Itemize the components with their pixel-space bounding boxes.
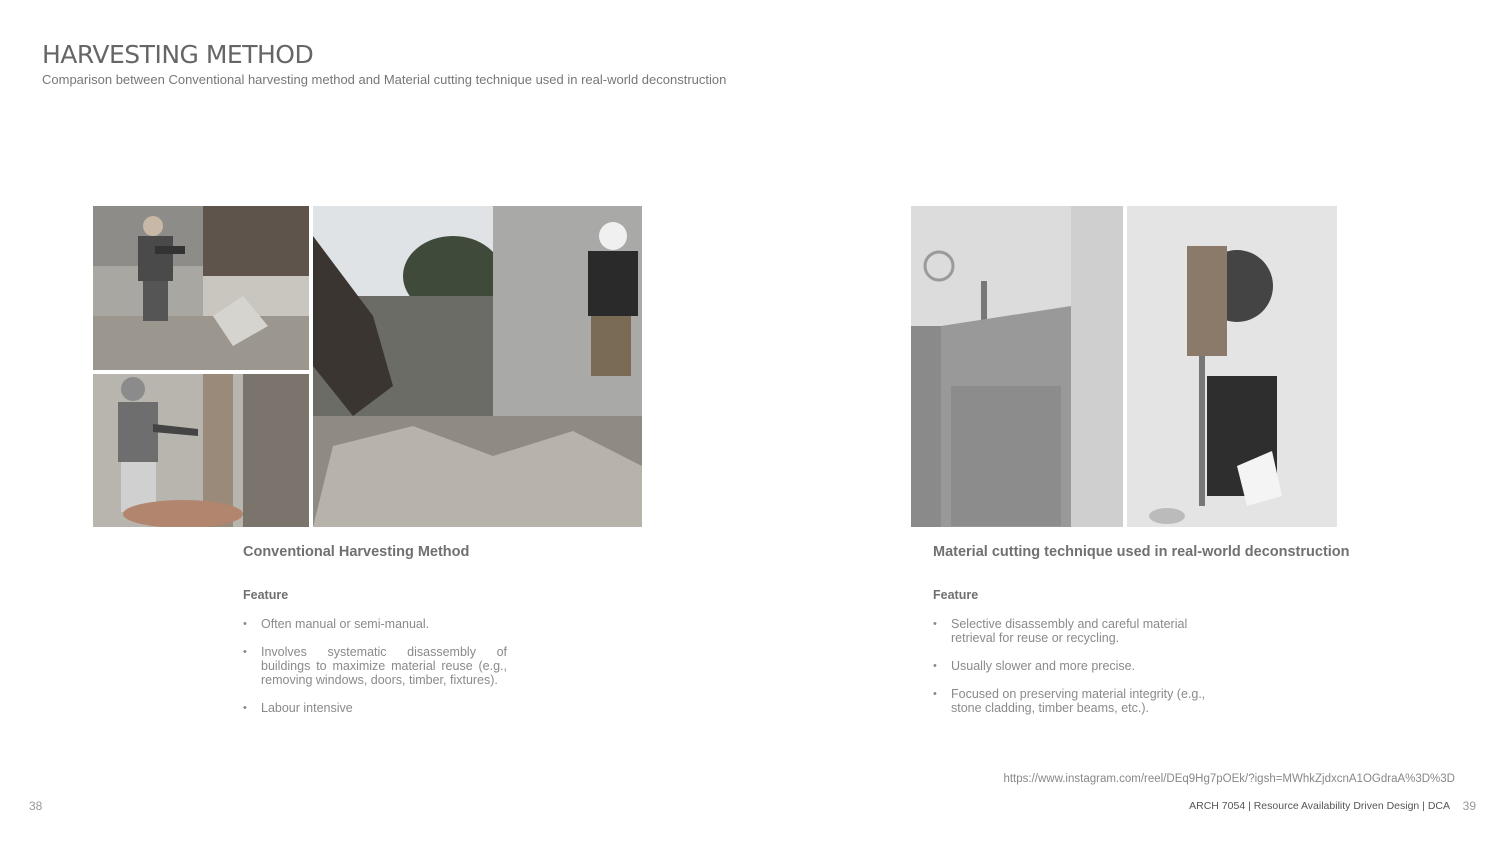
list-item: • Focused on preserving material integrity (e.g., stone cladding, timber beams, etc.). [933,687,1233,715]
left-heading: Conventional Harvesting Method [243,544,470,560]
list-item: • Often manual or semi-manual. [243,617,507,631]
page-number-right: 39 [1462,799,1476,813]
photo-wall-saw-machine [1127,206,1337,527]
source-link[interactable]: https://www.instagram.com/reel/DEq9Hg7pOEk/?igsh=MWhkZjdxcnA1OGdraA%3D%3D [1003,773,1455,785]
right-heading: Material cutting technique used in real-world deconstruction [933,544,1350,560]
photo-jackhammer-worker [93,206,309,370]
list-item: • Labour intensive [243,701,507,715]
right-feature-label: Feature [933,588,979,602]
page-subtitle: Comparison between Conventional harvesting method and Material cutting technique used in real-world deconstruction [42,72,727,87]
photo-excavator-demolition [313,206,642,527]
photo-sledgehammer-worker [93,374,309,527]
list-item: • Selective disassembly and careful material retrieval for reuse or recycling. [933,617,1233,645]
left-feature-list [243,617,507,729]
page-number-left: 38 [29,799,43,813]
photo-wire-saw-corridor [911,206,1123,527]
page-title: HARVESTING METHOD [42,40,314,69]
course-footer: ARCH 7054 | Resource Availability Driven Design | DCA [1189,800,1450,812]
list-item: • Involves systematic disassembly of buildings to maximize material reuse (e.g., removing windows, doors, timber, fixtures). [243,645,507,687]
right-feature-list [933,617,1233,729]
left-feature-label: Feature [243,588,289,602]
list-item: • Usually slower and more precise. [933,659,1233,673]
